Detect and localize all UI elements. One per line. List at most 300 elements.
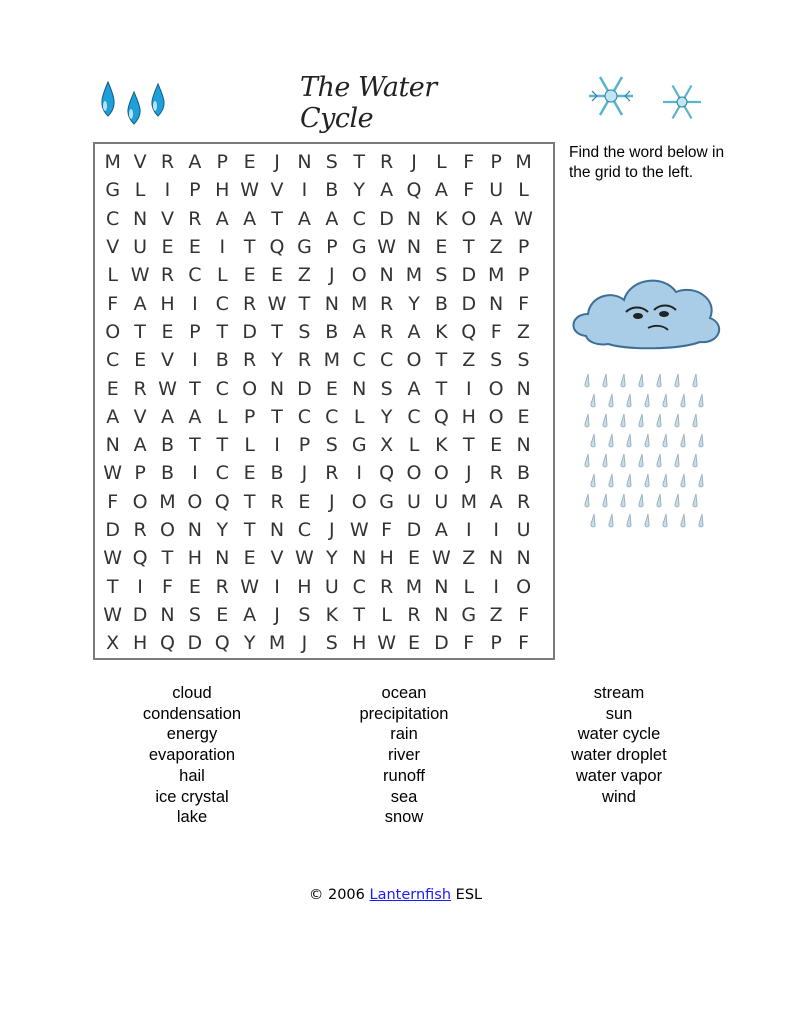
grid-letter: R	[489, 462, 503, 485]
grid-letter: A	[160, 405, 174, 428]
grid-letter: K	[435, 207, 448, 230]
grid-letter: W	[295, 547, 314, 570]
grid-letter: Q	[214, 490, 230, 513]
word-list-item: ocean	[381, 684, 427, 702]
grid-letter: Y	[271, 349, 283, 372]
grid-letter: E	[188, 575, 201, 598]
grid-letter: Z	[462, 349, 476, 372]
raindrop-icon	[609, 474, 613, 487]
grid-letter: D	[461, 264, 477, 287]
grid-letter: C	[352, 207, 366, 230]
word-list-item: water vapor	[575, 766, 663, 785]
grid-letter: N	[132, 207, 148, 230]
grid-letter: M	[405, 575, 423, 598]
grid-letter: G	[105, 179, 121, 202]
grid-letter: A	[489, 490, 503, 513]
grid-letter: N	[160, 603, 175, 626]
grid-letter: J	[274, 603, 280, 626]
grid-letter: Q	[159, 632, 175, 655]
grid-letter: R	[516, 490, 531, 513]
grid-letter: Y	[216, 519, 229, 541]
grid-letter: Z	[297, 264, 311, 287]
grid-letter: E	[243, 547, 256, 570]
word-list-item: energy	[166, 725, 218, 744]
raindrop-icon	[639, 414, 643, 427]
grid-letter: N	[269, 519, 285, 541]
grid-letter: W	[377, 632, 396, 655]
grid-letter: S	[298, 603, 311, 626]
grid-letter: M	[515, 151, 532, 174]
grid-letter: L	[107, 264, 118, 287]
grid-letter: I	[274, 434, 280, 457]
grid-letter: I	[192, 292, 198, 315]
grid-letter: P	[298, 434, 311, 457]
grid-letter: R	[407, 603, 421, 626]
grid-letter: M	[104, 151, 121, 174]
grid-letter: Q	[433, 405, 449, 428]
raindrop-icon	[657, 374, 661, 387]
grid-letter: E	[243, 151, 256, 174]
grid-letter: K	[435, 434, 448, 457]
grid-letter: E	[106, 377, 119, 400]
raindrop-icon	[627, 394, 631, 407]
word-list-item: lake	[176, 808, 208, 827]
grid-letter: A	[407, 377, 421, 400]
grid-letter: N	[434, 575, 449, 598]
grid-letter: V	[160, 207, 174, 230]
raindrop-icon	[675, 414, 679, 427]
word-list-item: ice crystal	[155, 787, 229, 806]
grid-letter: A	[407, 320, 421, 343]
grid-letter: L	[408, 434, 420, 457]
grid-letter: A	[297, 207, 311, 230]
grid-letter: K	[325, 603, 339, 626]
grid-letter: J	[329, 519, 335, 541]
grid-letter: D	[379, 207, 394, 230]
grid-letter: S	[325, 632, 338, 655]
grid-letter: W	[103, 603, 123, 626]
instructions: Find the word below in the grid to the left.	[569, 144, 725, 181]
grid-letter: T	[271, 320, 283, 343]
grid-letter: F	[490, 320, 502, 343]
grid-letter: V	[160, 349, 174, 372]
grid-letter: U	[434, 490, 449, 513]
grid-letter: A	[380, 179, 394, 202]
grid-letter: L	[244, 434, 255, 457]
grid-letter: L	[436, 151, 447, 174]
grid-letter: C	[106, 349, 120, 372]
raindrop-icon	[621, 374, 625, 387]
grid-letter: W	[103, 462, 123, 485]
grid-letter: N	[489, 547, 504, 570]
word-list-item: sea	[390, 787, 418, 806]
grid-letter: Q	[461, 320, 477, 343]
grid-letter: R	[325, 462, 339, 485]
grid-letter: E	[271, 264, 284, 287]
grid-letter: T	[462, 434, 475, 457]
raindrop-icon	[645, 474, 649, 487]
grid-letter: L	[518, 179, 529, 202]
grid-letter: I	[465, 377, 472, 400]
grid-letter: Z	[489, 236, 503, 259]
grid-letter: O	[488, 377, 504, 400]
raindrop-icon	[585, 374, 589, 387]
grid-letter: S	[517, 349, 530, 372]
grid-letter: T	[243, 236, 256, 259]
grid-letter: C	[188, 264, 202, 287]
grid-letter: E	[243, 264, 256, 287]
grid-letter: L	[463, 575, 475, 598]
grid-letter: W	[267, 292, 287, 315]
grid-letter: B	[325, 320, 339, 343]
grid-letter: I	[356, 462, 363, 485]
grid-letter: R	[160, 151, 175, 174]
grid-letter: P	[189, 320, 201, 343]
grid-letter: P	[517, 236, 530, 259]
raindrop-icon	[603, 494, 607, 507]
grid-letter: R	[160, 264, 175, 287]
grid-letter: H	[297, 575, 312, 598]
raindrop-icon	[609, 514, 613, 527]
grid-letter: J	[301, 462, 308, 485]
grid-letter: B	[325, 179, 339, 202]
grid-letter: G	[351, 434, 367, 457]
grid-letter: L	[134, 179, 146, 202]
grid-letter: E	[188, 236, 201, 259]
grid-letter: A	[489, 207, 503, 230]
raindrop-icon	[621, 414, 625, 427]
grid-letter: N	[379, 264, 394, 287]
grid-letter: H	[132, 632, 148, 655]
grid-letter: F	[518, 603, 530, 626]
raindrop-icon	[663, 514, 667, 527]
grid-letter: T	[189, 377, 201, 400]
grid-letter: R	[380, 575, 394, 598]
word-list-item: runoff	[383, 766, 425, 785]
grid-letter: M	[323, 349, 341, 372]
cloud-icon	[568, 266, 726, 354]
grid-letter: B	[215, 349, 229, 372]
grid-letter: S	[435, 264, 448, 287]
grid-letter: P	[490, 151, 502, 174]
grid-letter: T	[134, 320, 146, 343]
grid-letter: N	[352, 547, 367, 570]
grid-letter: A	[106, 405, 120, 428]
grid-letter: C	[215, 462, 229, 485]
grid-letter: V	[106, 236, 120, 259]
raindrop-icon	[675, 454, 679, 467]
word-list-item: water cycle	[577, 725, 661, 744]
raindrop-icon	[693, 454, 697, 467]
raindrop-icon	[621, 454, 625, 467]
grid-letter: L	[381, 603, 392, 626]
grid-letter: O	[159, 519, 175, 541]
grid-letter: H	[160, 292, 175, 315]
grid-letter: N	[269, 377, 285, 400]
grid-letter: D	[406, 519, 422, 541]
grid-letter: J	[465, 462, 472, 485]
grid-letter: V	[270, 547, 284, 570]
grid-letter: A	[352, 320, 366, 343]
grid-letter: F	[107, 292, 119, 315]
grid-letter: R	[270, 490, 284, 513]
raindrop-icon	[603, 374, 607, 387]
grid-letter: S	[490, 349, 503, 372]
raindrop-icon	[663, 394, 667, 407]
water-drops-icon	[96, 76, 176, 126]
grid-letter: J	[329, 490, 335, 513]
grid-letter: Y	[243, 632, 256, 655]
raindrop-icon	[681, 434, 685, 447]
grid-letter: C	[352, 575, 366, 598]
grid-letter: N	[489, 292, 504, 315]
grid-letter: E	[517, 405, 530, 428]
grid-letter: V	[270, 179, 284, 202]
grid-letter: X	[380, 434, 394, 457]
raindrop-icon	[609, 434, 613, 447]
raindrop-icon	[591, 394, 595, 407]
word-list-item: rain	[390, 725, 418, 744]
grid-letter: J	[411, 151, 417, 174]
grid-letter: Y	[326, 547, 338, 570]
grid-letter: W	[103, 547, 123, 570]
raindrop-icon	[645, 514, 649, 527]
grid-letter: T	[106, 575, 119, 598]
grid-letter: R	[133, 377, 147, 400]
grid-letter: D	[105, 519, 121, 541]
word-list-item: evaporation	[148, 746, 236, 765]
raindrop-icon	[639, 374, 643, 387]
raindrop-icon	[603, 414, 607, 427]
grid-letter: T	[161, 547, 174, 570]
grid-letter: M	[351, 292, 368, 315]
grid-letter: U	[516, 519, 531, 541]
raindrop-icon	[699, 434, 703, 447]
footer	[0, 887, 791, 903]
grid-letter: G	[351, 236, 367, 259]
grid-letter: F	[518, 292, 530, 315]
raindrop-icon	[657, 454, 661, 467]
word-search-grid	[93, 142, 555, 660]
grid-letter: A	[325, 207, 339, 230]
word-list-item: river	[387, 746, 421, 765]
grid-letter: I	[137, 575, 143, 598]
grid-letter: O	[242, 377, 258, 400]
grid-letter: N	[187, 519, 202, 541]
grid-letter: R	[133, 519, 147, 541]
raindrop-icon	[627, 474, 631, 487]
word-list-column-2	[304, 683, 504, 828]
grid-letter: S	[325, 151, 338, 174]
grid-letter: W	[130, 264, 150, 287]
raindrop-icon	[699, 474, 703, 487]
raindrop-icon	[585, 494, 589, 507]
grid-letter: J	[274, 151, 280, 174]
grid-letter: I	[493, 519, 499, 541]
raindrop-icon	[681, 474, 685, 487]
grid-letter: N	[105, 434, 120, 457]
grid-letter: W	[349, 519, 369, 541]
word-list-item: condensation	[142, 704, 242, 723]
grid-letter: N	[215, 547, 230, 570]
raindrop-icon	[591, 434, 595, 447]
raindrop-icon	[681, 514, 685, 527]
grid-letter: T	[243, 519, 256, 541]
grid-letter: M	[159, 490, 176, 513]
raindrop-icon	[657, 494, 661, 507]
grid-letter: A	[188, 151, 202, 174]
grid-letter: F	[463, 632, 475, 655]
grid-letter: T	[298, 292, 311, 315]
grid-letter: Z	[462, 547, 476, 570]
grid-letter: E	[161, 236, 174, 259]
grid-letter: O	[461, 207, 477, 230]
grid-letter: T	[353, 151, 366, 174]
grid-letter: E	[407, 632, 420, 655]
grid-letter: C	[379, 349, 394, 372]
grid-letter: L	[216, 264, 228, 287]
grid-letter: C	[407, 405, 421, 428]
grid-letter: B	[517, 462, 531, 485]
grid-letter: P	[326, 236, 338, 259]
letter-grid	[99, 148, 537, 657]
grid-letter: A	[434, 519, 448, 541]
grid-letter: N	[406, 207, 422, 230]
lanternfish-link[interactable]: Lanternfish	[369, 887, 452, 903]
grid-letter: Z	[489, 603, 503, 626]
grid-letter: E	[435, 236, 448, 259]
grid-letter: Y	[380, 405, 393, 428]
grid-letter: X	[106, 632, 120, 655]
word-list-item: snow	[384, 808, 424, 827]
grid-letter: E	[243, 462, 256, 485]
grid-letter: T	[462, 236, 475, 259]
raindrop-icon	[675, 374, 679, 387]
grid-letter: C	[215, 377, 229, 400]
word-list-item: cloud	[172, 684, 212, 702]
raindrop-icon	[663, 474, 667, 487]
grid-letter: P	[189, 179, 201, 202]
grid-letter: N	[516, 377, 531, 400]
grid-letter: I	[493, 575, 499, 598]
grid-letter: L	[216, 405, 228, 428]
grid-letter: I	[465, 519, 472, 541]
grid-letter: D	[242, 320, 257, 343]
raindrop-icon	[663, 434, 667, 447]
grid-letter: N	[324, 292, 339, 315]
word-list-item: hail	[179, 766, 205, 785]
grid-letter: M	[487, 264, 505, 287]
grid-letter: D	[461, 292, 477, 315]
raindrop-icon	[681, 394, 685, 407]
grid-letter: Q	[379, 462, 395, 485]
grid-letter: O	[351, 264, 367, 287]
word-list-item: precipitation	[359, 704, 449, 723]
raindrop-icon	[699, 394, 703, 407]
grid-letter: F	[162, 575, 173, 598]
grid-letter: O	[132, 490, 148, 513]
grid-letter: W	[431, 547, 451, 570]
snowflake-icon	[585, 70, 637, 122]
grid-letter: W	[240, 575, 260, 598]
grid-letter: R	[380, 320, 394, 343]
grid-letter: E	[407, 547, 420, 570]
grid-letter: O	[351, 490, 367, 513]
raindrop-icon	[591, 514, 595, 527]
grid-letter: F	[463, 179, 475, 202]
grid-letter: P	[216, 151, 228, 174]
grid-letter: A	[188, 405, 202, 428]
grid-letter: R	[297, 349, 312, 372]
grid-letter: O	[187, 490, 203, 513]
grid-letter: A	[133, 434, 147, 457]
grid-letter: W	[377, 236, 396, 259]
raindrop-icon	[639, 494, 643, 507]
grid-letter: M	[405, 264, 423, 287]
grid-letter: U	[407, 490, 421, 513]
grid-letter: T	[243, 490, 256, 513]
grid-letter: I	[219, 236, 226, 259]
grid-letter: H	[187, 547, 203, 570]
grid-letter: B	[160, 434, 174, 457]
grid-letter: E	[134, 349, 147, 372]
word-list-column-3	[519, 683, 719, 807]
grid-letter: A	[133, 292, 147, 315]
grid-letter: A	[243, 603, 257, 626]
grid-letter: P	[243, 405, 256, 428]
grid-letter: E	[325, 377, 338, 400]
grid-letter: F	[107, 490, 119, 513]
grid-letter: C	[297, 405, 312, 428]
grid-letter: P	[134, 462, 146, 485]
grid-letter: N	[406, 236, 422, 259]
grid-letter: G	[297, 236, 312, 259]
grid-letter: Q	[269, 236, 285, 259]
word-list-column-1	[92, 683, 292, 828]
grid-letter: A	[243, 207, 257, 230]
raindrop-icon	[693, 374, 697, 387]
grid-letter: N	[352, 377, 367, 400]
grid-letter: A	[434, 179, 448, 202]
grid-letter: C	[215, 292, 229, 315]
grid-letter: C	[297, 519, 312, 541]
grid-letter: F	[463, 151, 475, 174]
grid-letter: I	[301, 179, 308, 202]
grid-letter: U	[324, 575, 339, 598]
raindrop-icon	[621, 494, 625, 507]
grid-letter: D	[187, 632, 203, 655]
raindrop-icon	[591, 474, 595, 487]
grid-letter: B	[434, 292, 448, 315]
grid-letter: N	[516, 547, 531, 570]
grid-letter: J	[301, 632, 308, 655]
grid-letter: N	[297, 151, 312, 174]
grid-letter: E	[298, 490, 311, 513]
copyright-text: © 2006	[308, 887, 365, 903]
grid-letter: Q	[214, 632, 230, 655]
grid-letter: S	[380, 377, 393, 400]
raindrop-icon	[693, 494, 697, 507]
grid-letter: E	[216, 603, 229, 626]
grid-letter: R	[243, 292, 257, 315]
rain-icon	[582, 368, 718, 530]
raindrop-icon	[645, 394, 649, 407]
grid-letter: E	[490, 434, 503, 457]
grid-letter: S	[298, 320, 311, 343]
grid-letter: E	[161, 320, 174, 343]
word-list-item: sun	[605, 704, 633, 723]
grid-letter: I	[274, 575, 280, 598]
